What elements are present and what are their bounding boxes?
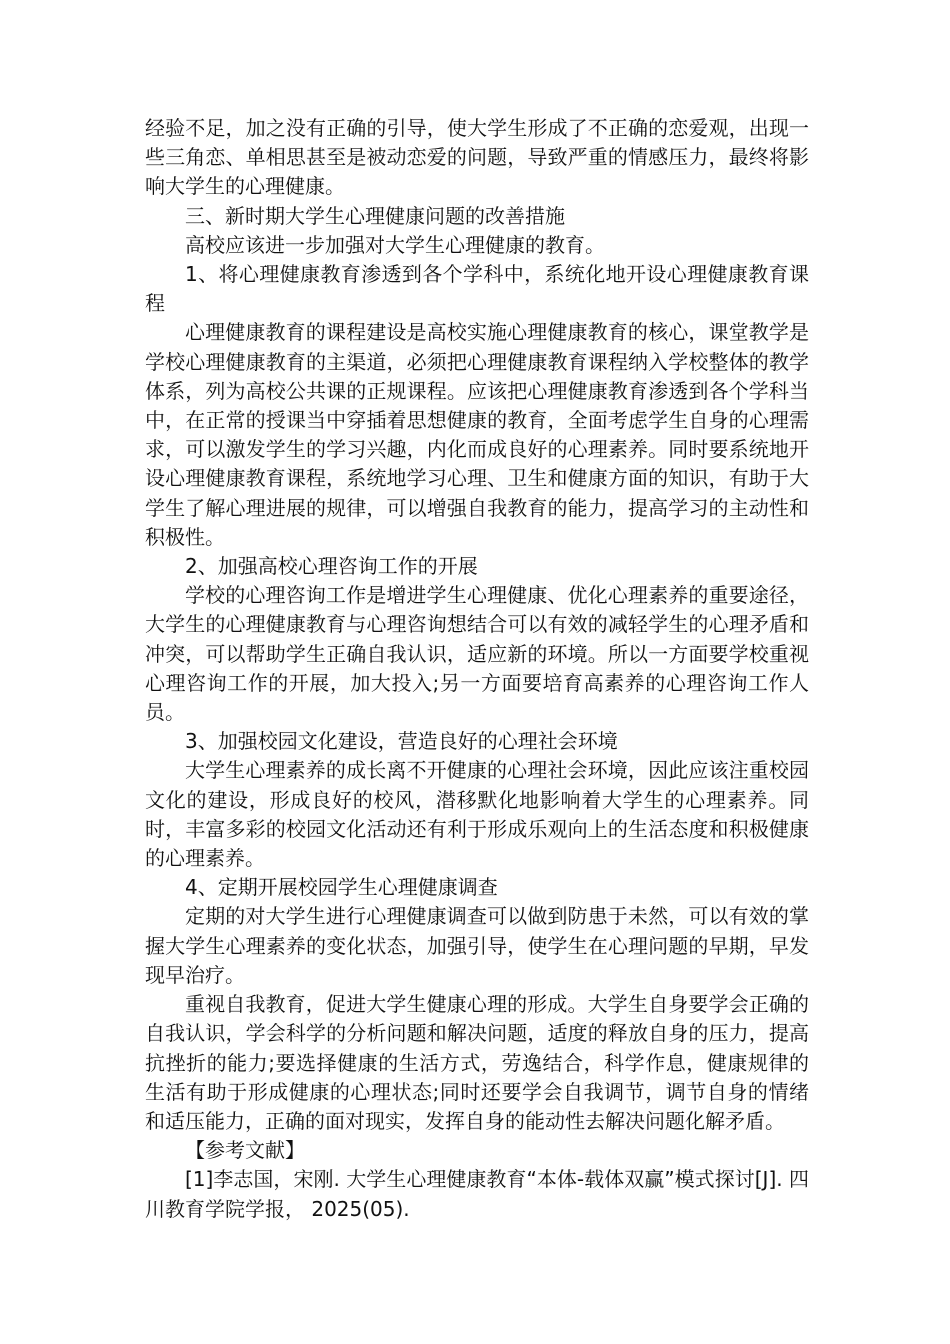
subheading-1: 1、将心理健康教育渗透到各个学科中，系统化地开设心理健康教育课程 [145,262,809,316]
paragraph-3: 大学生心理素养的成长离不开健康的心理社会环境，因此应该注重校园文化的建设，形成良好的校风，潜移默化地影响着大学生的心理素养。同时，丰富多彩的校园文化活动还有利于形成乐观向上的生活态度和积极健康的心理素养。 [145,758,809,871]
document-page [145,114,809,1224]
subheading-3: 3、加强校园文化建设，营造良好的心理社会环境 [185,729,618,754]
paragraph-1: 心理健康教育的课程建设是高校实施心理健康教育的核心，课堂教学是学校心理健康教育的主渠道，必须把心理健康教育课程纳入学校整体的教学体系，列为高校公共课的正规课程。应该把心理健康教育渗透到各个学科当中，在正常的授课当中穿插着思想健康的教育，全面考虑学生自身的心理需求，可以激发学生的学习兴趣，内化而成良好的心理素养。同时要系统地开设心理健康教育课程，系统地学习心理、卫生和健康方面的知识，有助于大学生了解心理进展的规律，可以增强自我教育的能力，提高学习的主动性和积极性。 [145,320,809,549]
section-heading: 三、新时期大学生心理健康问题的改善措施 [185,203,565,228]
section-intro: 高校应该进一步加强对大学生心理健康的教育。 [185,232,605,257]
subheading-2: 2、加强高校心理咨询工作的开展 [185,554,478,579]
paragraph-5: 重视自我教育，促进大学生健康心理的形成。大学生自身要学会正确的自我认识，学会科学的分析问题和解决问题，适度的释放自身的压力，提高抗挫折的能力;要选择健康的生活方式，劳逸结合，科学作息，健康规律的生活有助于形成健康的心理状态;同时还要学会自我调节，调节自身的情绪和适压能力，正确的面对现实，发挥自身的能动性去解决问题化解矛盾。 [145,992,809,1133]
reference-item: [1]李志国，宋刚. 大学生心理健康教育“本体-载体双赢”模式探讨[J]. 四川教育学院学报， 2025(05). [145,1167,809,1221]
paragraph-2: 学校的心理咨询工作是增进学生心理健康、优化心理素养的重要途径，大学生的心理健康教育与心理咨询想结合可以有效的减轻学生的心理矛盾和冲突，可以帮助学生正确自我认识，适应新的环境。所以一方面要学校重视心理咨询工作的开展，加大投入;另一方面要培育高素养的心理咨询工作人员。 [145,583,809,725]
paragraph-continuation: 经验不足，加之没有正确的引导，使大学生形成了不正确的恋爱观，出现一些三角恋、单相思甚至是被动恋爱的问题，导致严重的情感压力，最终将影响大学生的心理健康。 [145,116,809,199]
subheading-4: 4、定期开展校园学生心理健康调查 [185,875,498,900]
paragraph-4: 定期的对大学生进行心理健康调查可以做到防患于未然，可以有效的掌握大学生心理素养的变化状态，加强引导，使学生在心理问题的早期，早发现早治疗。 [145,904,809,987]
references-heading: 【参考文献】 [185,1138,305,1163]
